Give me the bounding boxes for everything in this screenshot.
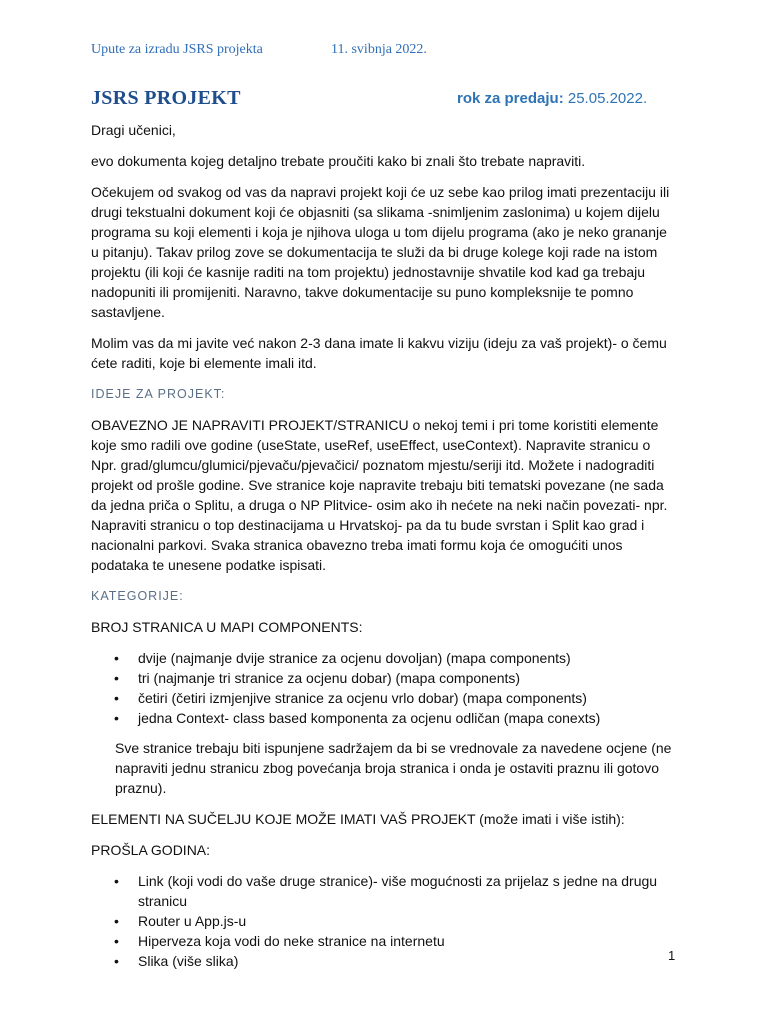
elements-list (91, 871, 676, 971)
list-item-text: Slika (više slika) (138, 953, 239, 969)
paragraph-request: Molim vas da mi javite već nakon 2-3 dana imate li kakvu viziju (ideju za vaš projekt)- o čemu ćete raditi, koje bi elemente imali itd. (91, 335, 667, 371)
bullet-icon: • (114, 933, 119, 949)
bullet-icon: • (114, 873, 119, 889)
title-row (91, 87, 671, 111)
bullet-icon: • (114, 953, 119, 969)
list-item (114, 951, 673, 971)
list-item-text: Hiperveza koja vodi do neke stranice na internetu (138, 933, 445, 949)
grades-list (91, 648, 673, 728)
paragraph-content-note: Sve stranice trebaju biti ispunjene sadržajem da bi se vrednovale za navedene ocjene (ne napraviti jednu stranicu zbog povećanja broja stranica i onda je ostaviti praznu ili gotovo praznu). (115, 740, 672, 796)
header-date: 11. svibnja 2022. (331, 42, 427, 57)
paragraph-elements: ELEMENTI NA SUČELJU KOJE MOŽE IMATI VAŠ PROJEKT (može imati i više istih): (91, 811, 625, 827)
bullet-icon: • (114, 670, 119, 686)
list-item-text: dvije (najmanje dvije stranice za ocjenu dovoljan) (mapa components) (138, 650, 571, 666)
list-item (114, 708, 673, 728)
paragraph-greeting: Dragi učenici, (91, 122, 176, 138)
deadline (457, 90, 647, 107)
list-item-text: četiri (četiri izmjenjive stranice za ocjenu vrlo dobar) (mapa components) (138, 690, 587, 706)
paragraph-expectations: Očekujem od svakog od vas da napravi projekt koji će uz sebe kao prilog imati prezentaciju ili drugi tekstualni dokument koji će objasniti (sa slikama -snimljenim zaslonima) u kojem dijelu programa su koji elementi i koja je njihova uloga u tom dijelu programa (ako je neko grananje u pitanju). Takav prilog zove se dokumentacija te služi da bi druge kolege koji rade na istom projektu (ili koji će kasnije raditi na tom projektu) jednostavnije shvatile kod kad ga trebaju nadopuniti ili promijeniti. Naravno, takve dokumentacije su puno kompleksnije te pomno sastavljene. (91, 184, 670, 320)
page-title: JSRS PROJEKT (91, 87, 241, 109)
paragraph-ideas: OBAVEZNO JE NAPRAVITI PROJEKT/STRANICU o nekoj temi i pri tome koristiti elemente koje smo radili ove godine (useState, useRef, useEffect, useContext). Napravite stranicu o Npr. grad/glumcu/glumici/pjevaču/pjevačici/ poznatom mjestu/seriji itd. Možete i nadograditi projekt od prošle godine. Sve stranice koje napravite trebaju biti tematski povezane (ne sada da jedna priča o Splitu, a druga o NP Plitvice- osim ako ih nećete na neki način povezati- npr. Napraviti stranicu o top destinacijama u Hrvatskoj- pa da tu bude svrstan i Split kao grad i nacionalni parkovi. Svaka stranica obavezno treba imati formu koja će omogućiti unos podataka te unesene podatke ispisati. (91, 417, 668, 573)
list-item (114, 911, 673, 931)
list-item-text: Link (koji vodi do vaše druge stranice)- više mogućnosti za prijelaz s jedne na drugu stranicu (138, 873, 658, 909)
header-doc-title: Upute za izradu JSRS projekta (91, 42, 263, 57)
list-item-text: tri (najmanje tri stranice za ocjenu dobar) (mapa components) (138, 670, 521, 686)
bullet-icon: • (114, 710, 119, 726)
page-number: 1 (668, 948, 676, 963)
bullet-icon: • (114, 650, 119, 666)
bullet-icon: • (114, 913, 119, 929)
list-item-text: jedna Context- class based komponenta za ocjenu odličan (mapa conexts) (138, 710, 601, 726)
bullet-icon: • (114, 690, 119, 706)
list-item (114, 668, 673, 688)
list-item (114, 688, 673, 708)
page-header (91, 42, 427, 58)
section-heading-ideas: IDEJE ZA PROJEKT: (91, 387, 226, 401)
deadline-value: 25.05.2022. (563, 90, 648, 107)
list-item (114, 871, 673, 911)
list-item-text: Router u App.js-u (138, 913, 247, 929)
list-item (114, 648, 673, 668)
deadline-label: rok za predaju: (457, 90, 564, 107)
document-body (91, 120, 676, 981)
section-heading-categories: KATEGORIJE: (91, 589, 184, 603)
paragraph-intro: evo dokumenta kojeg detaljno trebate proučiti kako bi znali što trebate napraviti. (91, 153, 586, 169)
paragraph-page-count: BROJ STRANICA U MAPI COMPONENTS: (91, 619, 363, 635)
list-item (114, 931, 673, 951)
paragraph-last-year: PROŠLA GODINA: (91, 842, 211, 858)
